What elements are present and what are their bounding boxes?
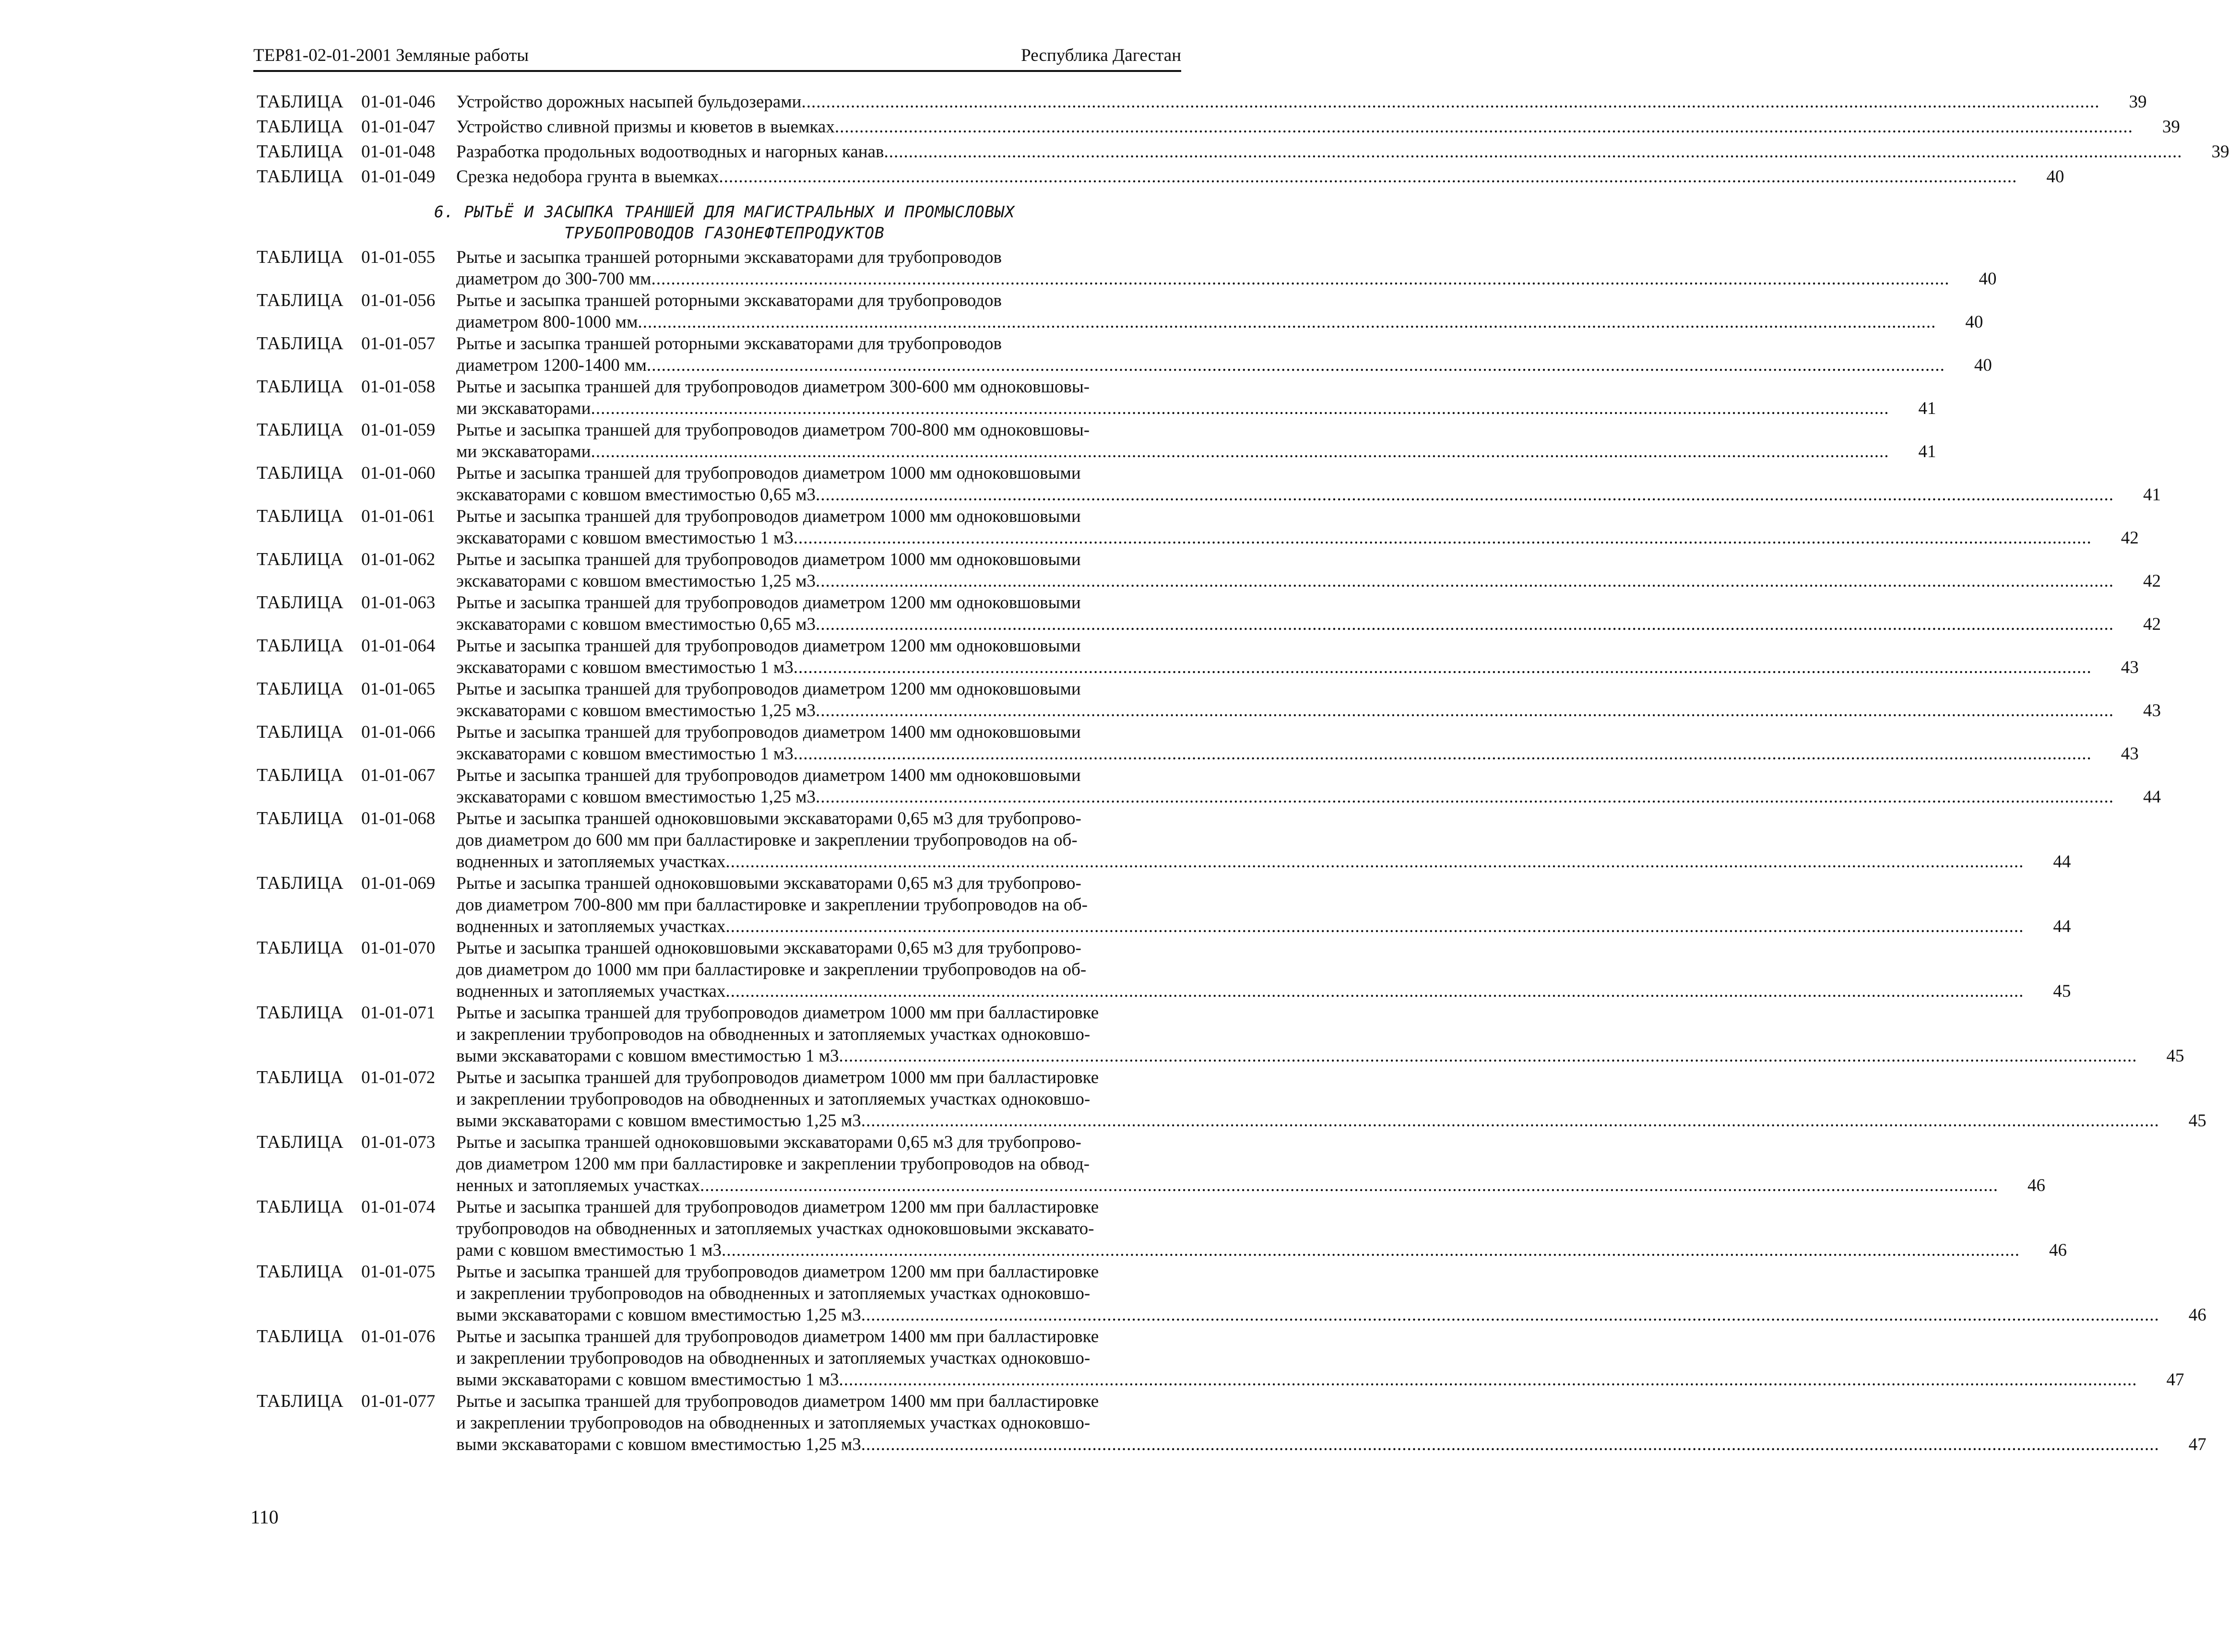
toc-entry-code: 01-01-071	[361, 1003, 436, 1023]
toc-entry-title-line: и закреплении трубопроводов на обводненных и затопляемых участках одноковшо-	[456, 1025, 1091, 1044]
toc-entry-code: 01-01-067	[361, 766, 436, 785]
toc-entry-page: 47	[2188, 1435, 2206, 1454]
dot-leader	[816, 484, 2114, 506]
toc-entry-title-line: Рытье и засыпка траншей для трубопроводов диаметром 1200 мм одноковшовыми	[456, 636, 1081, 656]
toc-entry-title-line	[456, 570, 2114, 592]
header-region: Республика Дагестан	[1021, 46, 1181, 65]
toc-entry-title-line: Рытье и засыпка траншей для трубопроводов диаметром 1000 мм одноковшовыми	[456, 463, 1081, 483]
toc-entry-label: ТАБЛИЦА	[257, 142, 344, 162]
toc-entry-title-line	[456, 916, 2024, 937]
toc-entry-title-line: и закреплении трубопроводов на обводненных и затопляемых участках одноковшо-	[456, 1348, 1091, 1368]
toc-entry-title-line: Рытье и засыпка траншей для трубопроводов диаметром 1200 мм одноковшовыми	[456, 679, 1081, 699]
toc-entry-title-text: экскаваторами с ковшом вместимостью 1,25 м3	[456, 571, 816, 591]
toc-entry-title-line	[456, 166, 2017, 188]
toc-entry-label: ТАБЛИЦА	[257, 808, 344, 828]
dot-leader	[839, 1369, 2137, 1391]
toc-entry-title-text: экскаваторами с ковшом вместимостью 1,25 м3	[456, 701, 816, 720]
dot-leader	[725, 851, 2024, 873]
toc-entry-label: ТАБЛИЦА	[257, 1003, 344, 1023]
toc-entry-label: ТАБЛИЦА	[257, 463, 344, 483]
toc-entry-title	[456, 765, 2137, 808]
dot-leader	[884, 141, 2182, 163]
toc-entry-code: 01-01-076	[361, 1327, 436, 1346]
dot-leader	[591, 441, 1889, 462]
toc-entry-title	[456, 678, 2137, 721]
toc-entry-title-line: Рытье и засыпка траншей для трубопроводов диаметром 1400 мм одноковшовыми	[456, 766, 1081, 785]
toc-entry-title	[456, 1391, 2182, 1455]
toc-entry-title-text: водненных и затопляемых участках	[456, 981, 726, 1001]
toc-entry-title	[456, 1132, 2021, 1196]
dot-leader	[725, 916, 2024, 937]
toc-entry-title-line: дов диаметром 700-800 мм при балластировке и закреплении трубопроводов на об-	[456, 895, 1088, 915]
toc-entry-title-text: экскаваторами с ковшом вместимостью 1,25 м3	[456, 787, 816, 807]
toc-entry[interactable]	[257, 1196, 2067, 1261]
toc-entry-title-line	[456, 614, 2114, 635]
toc-entry-title-line	[456, 980, 2024, 1002]
dot-leader	[591, 398, 1889, 419]
toc-entry-page: 40	[2046, 167, 2064, 187]
toc-entry-label: ТАБЛИЦА	[257, 765, 344, 785]
toc-entry-label: ТАБЛИЦА	[257, 377, 344, 397]
toc-entry-title-line	[456, 484, 2114, 506]
toc-entry-code: 01-01-062	[361, 550, 436, 569]
toc-entry-title-line	[456, 1045, 2137, 1067]
toc-entry-title-line: Рытье и засыпка траншей для трубопроводов диаметром 1400 мм одноковшовыми	[456, 722, 1081, 742]
toc-entry[interactable]	[257, 765, 2161, 808]
toc-entry-title-text: Устройство дорожных насыпей бульдозерами	[456, 92, 802, 112]
toc-entry-title-line	[456, 91, 2099, 113]
toc-entry-title-text: диаметром 800-1000 мм	[456, 312, 638, 332]
toc-entry-code: 01-01-063	[361, 593, 436, 613]
toc-entry-title-line	[456, 700, 2114, 721]
toc-entry-code: 01-01-072	[361, 1068, 436, 1087]
toc-entry[interactable]	[257, 116, 2180, 138]
toc-entry-code: 01-01-070	[361, 938, 436, 958]
toc-entry-title	[456, 141, 2205, 163]
toc-entry-title-text: выми экскаваторами с ковшом вместимостью 1,25 м3	[456, 1435, 861, 1454]
toc-entry[interactable]	[257, 1067, 2206, 1132]
toc-entry[interactable]	[257, 506, 2139, 549]
toc-entry-page: 46	[2049, 1240, 2067, 1260]
toc-entry-title-line	[456, 851, 2024, 873]
toc-entry-page: 46	[2027, 1176, 2045, 1195]
toc-entry-label: ТАБЛИЦА	[257, 938, 344, 958]
toc-entry[interactable]	[257, 1132, 2045, 1196]
toc-entry-title-line: Рытье и засыпка траншей роторными экскаваторами для трубопроводов	[456, 248, 1002, 267]
toc-entry-title-line	[456, 1110, 2159, 1132]
toc-entry-page: 44	[2143, 787, 2161, 807]
toc-entry-title-text: ненных и затопляемых участках	[456, 1176, 700, 1195]
toc-entry-label: ТАБЛИЦА	[257, 247, 344, 267]
toc-entry-title-line: Рытье и засыпка траншей одноковшовыми экскаваторами 0,65 м3 для трубопрово-	[456, 809, 1081, 828]
toc-entry-code: 01-01-074	[361, 1197, 436, 1217]
toc-entry-page: 42	[2143, 571, 2161, 591]
dot-leader	[647, 354, 1945, 376]
toc-entry-code: 01-01-073	[361, 1133, 436, 1152]
toc-entry-code: 01-01-056	[361, 291, 436, 310]
dot-leader	[651, 268, 1949, 290]
toc-entry-label: ТАБЛИЦА	[257, 679, 344, 699]
toc-entry-title-line: Рытье и засыпка траншей для трубопроводов диаметром 1200 мм одноковшовыми	[456, 593, 1081, 613]
toc-entry-title	[456, 376, 1912, 419]
toc-entry-title	[456, 91, 2122, 113]
toc-entry-title-text: экскаваторами с ковшом вместимостью 0,65 м3	[456, 614, 816, 634]
toc-entry[interactable]	[257, 937, 2071, 1002]
toc-entry-code: 01-01-077	[361, 1392, 436, 1411]
toc-entry-label: ТАБЛИЦА	[257, 117, 344, 137]
toc-entry-title	[456, 721, 2115, 765]
toc-entry-page: 41	[1918, 399, 1936, 418]
toc-earthworks-list	[257, 91, 2229, 191]
section-heading-line: 6. РЫТЬЁ И ЗАСЫПКА ТРАНШЕЙ ДЛЯ МАГИСТРАЛЬНЫХ И ПРОМЫСЛОВЫХ	[434, 202, 1015, 221]
toc-entry[interactable]	[257, 166, 2064, 188]
toc-entry[interactable]	[257, 290, 1983, 333]
toc-entry-title-text: экскаваторами с ковшом вместимостью 1 м3	[456, 528, 794, 548]
toc-entry-title-line: Рытье и засыпка траншей для трубопроводов диаметром 1200 мм при балластировке	[456, 1197, 1099, 1217]
toc-entry-title	[456, 333, 1968, 376]
toc-entry-page: 45	[2166, 1046, 2184, 1066]
toc-entry-label: ТАБЛИЦА	[257, 873, 344, 893]
toc-entry-code: 01-01-061	[361, 507, 436, 526]
toc-entry-title	[456, 290, 1959, 333]
toc-entry-code: 01-01-065	[361, 679, 436, 699]
toc-entry-label: ТАБЛИЦА	[257, 592, 344, 613]
dot-leader	[861, 1434, 2159, 1455]
toc-entry-label: ТАБЛИЦА	[257, 290, 344, 310]
toc-entry-title-line	[456, 1175, 1998, 1196]
toc-entry-title-text: ми экскаваторами	[456, 442, 591, 461]
toc-entry-title-line: и закреплении трубопроводов на обводненных и затопляемых участках одноковшо-	[456, 1413, 1091, 1433]
toc-entry-title	[456, 1261, 2182, 1326]
toc-entry-title-line	[456, 116, 2133, 138]
toc-entry-title	[456, 462, 2137, 506]
toc-entry-title-text: водненных и затопляемых участках	[456, 852, 726, 872]
toc-entry-title-line	[456, 268, 1949, 290]
toc-entry-code: 01-01-066	[361, 722, 436, 742]
toc-entry-label: ТАБЛИЦА	[257, 1067, 344, 1087]
toc-entry-title	[456, 937, 2047, 1002]
toc-entry[interactable]	[257, 721, 2139, 765]
dot-leader	[835, 116, 2133, 138]
toc-entry-page: 46	[2188, 1305, 2206, 1325]
dot-leader	[816, 700, 2114, 721]
toc-entry-page: 41	[1918, 442, 1936, 461]
toc-entry-title-text: экскаваторами с ковшом вместимостью 1 м3	[456, 658, 794, 677]
dot-leader	[719, 166, 2017, 188]
toc-entry-title-text: водненных и затопляемых участках	[456, 917, 726, 936]
dot-leader	[861, 1304, 2159, 1326]
toc-entry-label: ТАБЛИЦА	[257, 92, 344, 112]
toc-entry-code: 01-01-047	[361, 117, 436, 137]
toc-trench-list	[257, 247, 2206, 1455]
toc-entry-title-text: диаметром 1200-1400 мм	[456, 355, 647, 375]
toc-entry-title	[456, 166, 2040, 188]
toc-entry-title-line	[456, 441, 1889, 462]
toc-entry-title-line: трубопроводов на обводненных и затопляемых участках одноковшовыми экскавато-	[456, 1219, 1094, 1239]
toc-entry-title-text: экскаваторами с ковшом вместимостью 1 м3	[456, 744, 794, 764]
toc-entry-page: 40	[1974, 355, 1992, 375]
toc-entry-title	[456, 1326, 2160, 1391]
toc-entry[interactable]	[257, 376, 1936, 419]
toc-entry-title-line: Рытье и засыпка траншей для трубопроводов диаметром 1000 мм при балластировке	[456, 1068, 1099, 1087]
toc-entry-code: 01-01-059	[361, 420, 436, 440]
toc-entry[interactable]	[257, 462, 2161, 506]
toc-entry-code: 01-01-049	[361, 167, 436, 187]
toc-entry-title-line	[456, 1239, 2020, 1261]
toc-entry[interactable]	[257, 635, 2139, 678]
toc-entry-code: 01-01-057	[361, 334, 436, 354]
toc-entry-title	[456, 808, 2047, 873]
toc-entry-page: 44	[2053, 917, 2071, 936]
dot-leader	[861, 1110, 2159, 1132]
toc-entry-title-text: Срезка недобора грунта в выемках	[456, 167, 719, 187]
toc-entry-title-line	[456, 657, 2092, 678]
toc-entry[interactable]	[257, 419, 1936, 462]
toc-entry-page: 39	[2211, 142, 2229, 162]
toc-entry[interactable]	[257, 1002, 2184, 1067]
toc-entry-code: 01-01-046	[361, 92, 436, 112]
dot-leader	[816, 614, 2114, 635]
toc-entry-title-text: экскаваторами с ковшом вместимостью 0,65 м3	[456, 485, 816, 505]
toc-entry-title-line: Рытье и засыпка траншей одноковшовыми экскаваторами 0,65 м3 для трубопрово-	[456, 938, 1081, 958]
toc-entry-title	[456, 592, 2137, 635]
toc-entry[interactable]	[257, 678, 2161, 721]
toc-entry-title-line: дов диаметром до 1000 мм при балластировке и закреплении трубопроводов на об-	[456, 960, 1087, 979]
toc-entry-label: ТАБЛИЦА	[257, 1197, 344, 1217]
toc-entry[interactable]	[257, 549, 2161, 592]
dot-leader	[700, 1175, 1998, 1196]
toc-entry[interactable]	[257, 333, 1992, 376]
dot-leader	[794, 657, 2092, 678]
toc-entry-label: ТАБЛИЦА	[257, 722, 344, 742]
toc-entry-title-text: Разработка продольных водоотводных и нагорных канав	[456, 142, 884, 162]
toc-entry-title-text: выми экскаваторами с ковшом вместимостью 1 м3	[456, 1046, 839, 1066]
toc-entry-title-line	[456, 311, 1936, 333]
toc-entry-label: ТАБЛИЦА	[257, 1391, 344, 1411]
toc-entry-title	[456, 873, 2047, 937]
toc-entry-title-text: рами с ковшом вместимостью 1 м3	[456, 1240, 722, 1260]
toc-entry-title-line	[456, 743, 2092, 765]
toc-entry[interactable]	[257, 247, 1997, 290]
toc-entry-label: ТАБЛИЦА	[257, 166, 344, 187]
toc-entry-title-text: выми экскаваторами с ковшом вместимостью 1 м3	[456, 1370, 839, 1390]
toc-entry-title	[456, 116, 2156, 138]
toc-entry-page: 45	[2188, 1111, 2206, 1131]
toc-entry-title	[456, 506, 2115, 549]
toc-entry-title-line: Рытье и засыпка траншей для трубопроводов диаметром 1400 мм при балластировке	[456, 1392, 1099, 1411]
toc-entry-title	[456, 247, 1972, 290]
toc-entry-title-line: и закреплении трубопроводов на обводненных и затопляемых участках одноковшо-	[456, 1284, 1091, 1303]
toc-entry-title-text: выми экскаваторами с ковшом вместимостью 1,25 м3	[456, 1305, 861, 1325]
toc-entry-title-line	[456, 141, 2182, 163]
dot-leader	[722, 1239, 2020, 1261]
toc-entry[interactable]	[257, 873, 2071, 937]
toc-entry[interactable]	[257, 808, 2071, 873]
toc-entry[interactable]	[257, 1326, 2184, 1391]
toc-entry-title-line: дов диаметром до 600 мм при балластировке и закреплении трубопроводов на об-	[456, 830, 1078, 850]
toc-entry-title	[456, 419, 1912, 462]
toc-entry-title-line: Рытье и засыпка траншей для трубопроводов диаметром 1000 мм одноковшовыми	[456, 550, 1081, 569]
toc-entry-title-line: Рытье и засыпка траншей одноковшовыми экскаваторами 0,65 м3 для трубопрово-	[456, 1133, 1081, 1152]
toc-entry-label: ТАБЛИЦА	[257, 1132, 344, 1152]
dot-leader	[801, 91, 2099, 113]
toc-entry-page: 40	[1979, 269, 1997, 289]
toc-entry-title-text: Устройство сливной призмы и кюветов в выемках	[456, 117, 835, 137]
toc-entry-page: 45	[2053, 981, 2071, 1001]
dot-leader	[794, 743, 2092, 765]
toc-entry-label: ТАБЛИЦА	[257, 420, 344, 440]
dot-leader	[794, 527, 2092, 549]
toc-entry-code: 01-01-064	[361, 636, 436, 656]
toc-entry-title-text: диаметром до 300-700 мм	[456, 269, 652, 289]
toc-entry[interactable]	[257, 1261, 2206, 1326]
toc-entry-page: 41	[2143, 485, 2161, 505]
toc-entry-page: 42	[2143, 614, 2161, 634]
toc-entry-title-line	[456, 1434, 2159, 1455]
toc-entry[interactable]	[257, 91, 2147, 113]
toc-entry-label: ТАБЛИЦА	[257, 549, 344, 569]
toc-entry-page: 40	[1965, 312, 1983, 332]
toc-entry-title-text: выми экскаваторами с ковшом вместимостью 1,25 м3	[456, 1111, 861, 1131]
toc-entry-title-line	[456, 1304, 2159, 1326]
toc-entry-label: ТАБЛИЦА	[257, 1262, 344, 1282]
page-number: 110	[250, 1506, 279, 1528]
page-header	[253, 41, 1181, 72]
toc-entry-code: 01-01-048	[361, 142, 436, 162]
toc-entry-title	[456, 635, 2115, 678]
toc-entry-title-line: Рытье и засыпка траншей для трубопроводов диаметром 300-600 мм одноковшовы-	[456, 377, 1090, 397]
toc-entry-label: ТАБЛИЦА	[257, 1326, 344, 1346]
toc-entry-page: 44	[2053, 852, 2071, 872]
toc-entry-code: 01-01-069	[361, 873, 436, 893]
toc-entry-code: 01-01-058	[361, 377, 436, 397]
toc-entry-title	[456, 1196, 2043, 1261]
toc-entry-title-line: Рытье и засыпка траншей роторными экскаваторами для трубопроводов	[456, 334, 1002, 354]
toc-entry-label: ТАБЛИЦА	[257, 506, 344, 526]
toc-entry-title-line: Рытье и засыпка траншей для трубопроводов диаметром 1000 мм одноковшовыми	[456, 507, 1081, 526]
toc-entry-title	[456, 1067, 2182, 1132]
section-heading-line: ТРУБОПРОВОДОВ ГАЗОНЕФТЕПРОДУКТОВ	[564, 224, 885, 242]
toc-entry-title-line: и закреплении трубопроводов на обводненных и затопляемых участках одноковшо-	[456, 1089, 1091, 1109]
toc-entry[interactable]	[257, 141, 2229, 163]
toc-entry-code: 01-01-055	[361, 248, 436, 267]
toc-entry-title-text: ми экскаваторами	[456, 399, 591, 418]
dot-leader	[816, 786, 2114, 808]
dot-leader	[816, 570, 2114, 592]
toc-entry[interactable]	[257, 1391, 2206, 1455]
toc-entry-page: 39	[2129, 92, 2147, 112]
toc-entry-page: 43	[2121, 658, 2139, 677]
dot-leader	[638, 311, 1936, 333]
dot-leader	[839, 1045, 2137, 1067]
toc-entry[interactable]	[257, 592, 2161, 635]
toc-entry-title-line: Рытье и засыпка траншей одноковшовыми экскаваторами 0,65 м3 для трубопрово-	[456, 873, 1081, 893]
toc-entry-page: 43	[2143, 701, 2161, 720]
toc-entry-title-line: Рытье и засыпка траншей для трубопроводов диаметром 1200 мм при балластировке	[456, 1262, 1099, 1282]
toc-entry-page: 42	[2121, 528, 2139, 548]
toc-entry-title	[456, 549, 2137, 592]
toc-entry-code: 01-01-068	[361, 809, 436, 828]
toc-entry-title-line: Рытье и засыпка траншей для трубопроводов диаметром 700-800 мм одноковшовы-	[456, 420, 1090, 440]
toc-entry-label: ТАБЛИЦА	[257, 333, 344, 354]
toc-entry-title-line	[456, 1369, 2137, 1391]
section-heading	[365, 201, 1084, 244]
toc-entry-label: ТАБЛИЦА	[257, 636, 344, 656]
toc-entry-title	[456, 1002, 2160, 1067]
toc-entry-code: 01-01-075	[361, 1262, 436, 1282]
toc-entry-title-line: дов диаметром 1200 мм при балластировке и закреплении трубопроводов на обвод-	[456, 1154, 1090, 1174]
dot-leader	[725, 980, 2024, 1002]
toc-entry-code: 01-01-060	[361, 463, 436, 483]
toc-entry-title-line: Рытье и засыпка траншей для трубопроводов диаметром 1000 мм при балластировке	[456, 1003, 1099, 1023]
toc-entry-page: 39	[2162, 117, 2180, 137]
toc-entry-page: 47	[2166, 1370, 2184, 1390]
toc-entry-title-line: Рытье и засыпка траншей для трубопроводов диаметром 1400 мм при балластировке	[456, 1327, 1099, 1346]
toc-entry-title-line	[456, 354, 1945, 376]
toc-entry-title-line	[456, 786, 2114, 808]
toc-entry-title-line: Рытье и засыпка траншей роторными экскаваторами для трубопроводов	[456, 291, 1002, 310]
toc-entry-title-line	[456, 527, 2092, 549]
toc-entry-page: 43	[2121, 744, 2139, 764]
toc-entry-title-line	[456, 398, 1889, 419]
header-document-title: ТЕР81-02-01-2001 Земляные работы	[253, 46, 529, 65]
